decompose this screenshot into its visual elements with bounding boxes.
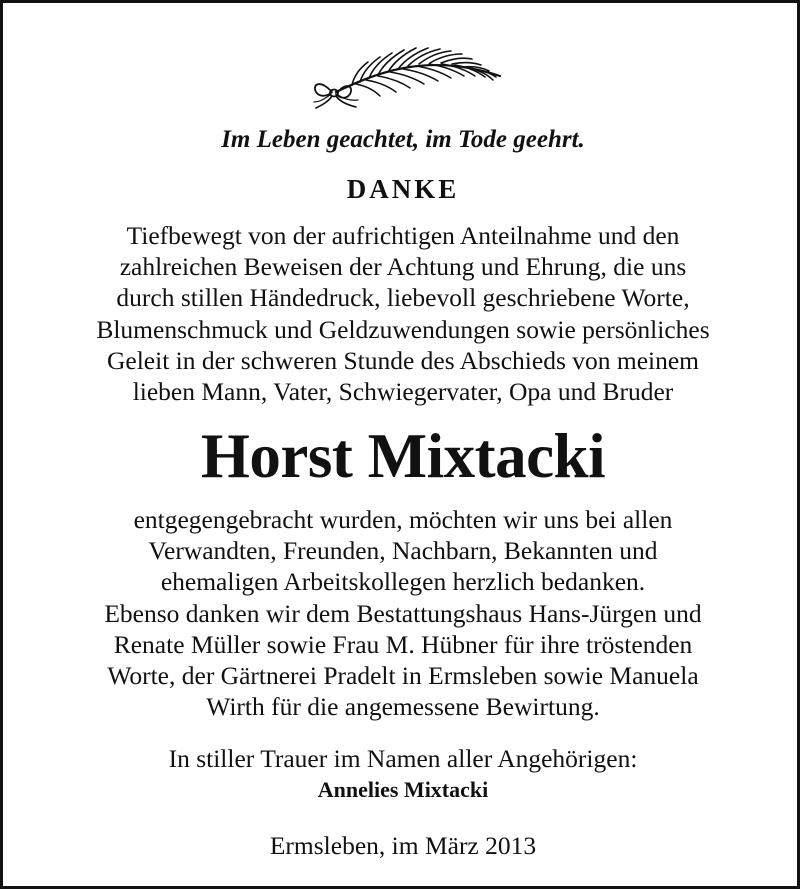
paragraph-line: ehemaligen Arbeitskollegen herzlich bedanken. xyxy=(160,567,646,597)
signer-name: Annelies Mixtacki xyxy=(317,777,489,802)
paragraph-line: Blumenschmuck und Geldzuwendungen sowie persönliches xyxy=(96,314,710,344)
motto: Im Leben geachtet, im Tode geehrt. xyxy=(221,126,585,153)
paragraph-line: Ebenso danken wir dem Bestattungshaus Hans-Jürgen und xyxy=(104,598,702,628)
palm-frond-with-bow-icon xyxy=(308,42,506,110)
paragraph-line: Tiefbewegt von der aufrichtigen Anteilnahme und den xyxy=(126,221,680,250)
paragraph-line: Wirth für die angemessene Bewirtung. xyxy=(206,692,600,722)
paragraph-line: lieben Mann, Vater, Schwiegervater, Opa und Bruder xyxy=(132,377,674,407)
heading: DANKE xyxy=(346,174,460,204)
paragraph-line: Geleit in der schweren Stunde des Abschieds von meinem xyxy=(106,345,700,375)
closing-line: In stiller Trauer im Namen aller Angehörigen: xyxy=(168,744,638,773)
paragraph-line: durch stillen Händedruck, liebevoll geschriebene Worte, xyxy=(116,283,690,313)
place-and-date: Ermsleben, im März 2013 xyxy=(269,831,537,860)
thanks-paragraph-2 xyxy=(6,504,800,722)
thanks-paragraph-1 xyxy=(6,220,800,407)
paragraph-line: Renate Müller sowie Frau M. Hübner für ihre tröstenden xyxy=(113,629,693,659)
paragraph-line: entgegengebracht wurden, möchten wir uns bei allen xyxy=(133,505,673,534)
paragraph-line: Worte, der Gärtnerei Pradelt in Ermsleben sowie Manuela xyxy=(107,661,699,691)
paragraph-line: zahlreichen Beweisen der Achtung und Ehrung, die uns xyxy=(119,252,687,282)
paragraph-line: Verwandten, Freunden, Nachbarn, Bekannten und xyxy=(148,536,658,566)
deceased-name: Horst Mixtacki xyxy=(200,421,606,491)
